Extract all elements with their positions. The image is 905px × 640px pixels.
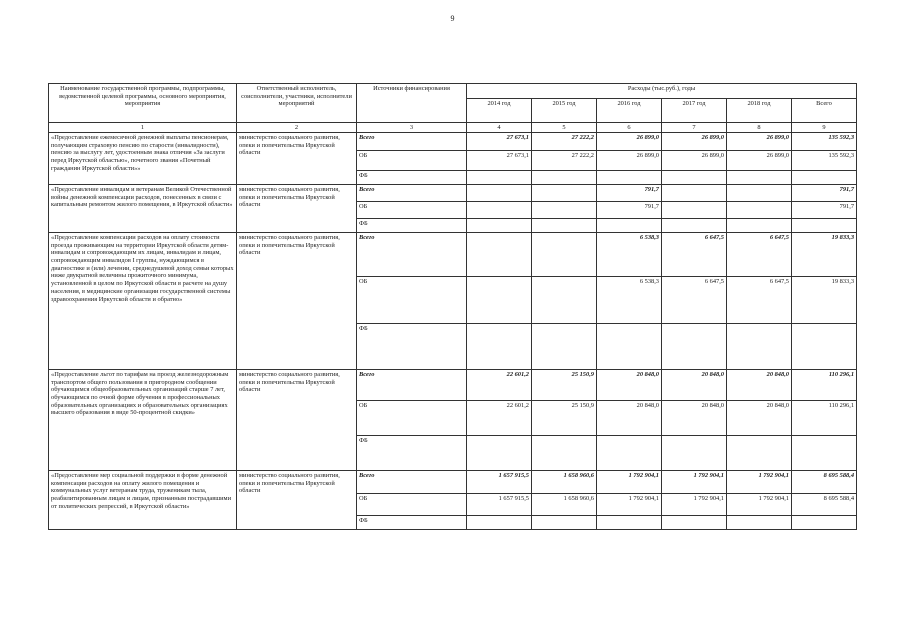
amount-cell: 8 695 588,4 [792, 494, 857, 516]
col-number: 3 [357, 123, 467, 133]
amount-cell: 791,7 [597, 185, 662, 202]
amount-cell: 20 848,0 [727, 370, 792, 401]
amount-cell: 26 899,0 [727, 151, 792, 171]
amount-cell [597, 516, 662, 530]
amount-cell: 8 695 588,4 [792, 471, 857, 494]
amount-cell [727, 516, 792, 530]
amount-cell [727, 185, 792, 202]
col-number: 4 [467, 123, 532, 133]
col-number: 5 [532, 123, 597, 133]
col-number: 1 [49, 123, 237, 133]
executor: министерство социального развития, опеки и попечительства Иркутской области [237, 233, 357, 370]
amount-cell [532, 202, 597, 219]
amount-cell [532, 324, 597, 370]
amount-cell: 1 792 904,1 [662, 471, 727, 494]
amount-cell: 20 848,0 [662, 401, 727, 436]
amount-cell: 25 150,9 [532, 370, 597, 401]
amount-cell [467, 324, 532, 370]
amount-cell: 19 833,3 [792, 233, 857, 277]
amount-cell [467, 219, 532, 233]
amount-cell [662, 324, 727, 370]
page-number: 9 [450, 14, 455, 23]
table-row [49, 185, 857, 202]
amount-cell [532, 436, 597, 471]
amount-cell: 6 538,3 [597, 233, 662, 277]
amount-cell [727, 219, 792, 233]
amount-cell [467, 185, 532, 202]
amount-cell: 26 899,0 [597, 151, 662, 171]
header-year: 2014 год [467, 99, 532, 123]
amount-cell [532, 185, 597, 202]
amount-cell: 1 792 904,1 [597, 471, 662, 494]
funding-source: ОБ [357, 202, 467, 219]
amount-cell: 26 899,0 [662, 151, 727, 171]
amount-cell [467, 233, 532, 277]
amount-cell: 791,7 [792, 185, 857, 202]
table-row [49, 370, 857, 401]
col-number: 7 [662, 123, 727, 133]
amount-cell: 22 601,2 [467, 401, 532, 436]
amount-cell: 6 647,5 [662, 277, 727, 324]
amount-cell [662, 171, 727, 185]
col-number: 9 [792, 123, 857, 133]
funding-source: ОБ [357, 151, 467, 171]
amount-cell [597, 324, 662, 370]
amount-cell: 20 848,0 [727, 401, 792, 436]
amount-cell: 27 673,1 [467, 151, 532, 171]
header-year: 2015 год [532, 99, 597, 123]
amount-cell [792, 324, 857, 370]
header-executor: Ответственный исполнитель, соисполнители, участники, исполнители мероприятий [237, 84, 357, 123]
amount-cell [597, 219, 662, 233]
funding-source: Всего [357, 471, 467, 494]
amount-cell [467, 202, 532, 219]
amount-cell: 20 848,0 [597, 370, 662, 401]
table-body [49, 133, 857, 530]
measure-name: «Предоставление ежемесячной денежной выплаты пенсионерам, получающим страховую пенсию по старости (инвалидности), пенсию за выслугу лет, удостоенным знака отличия «За заслуги перед Иркутской областью», почетного звания «Почетный гражданин Иркутской области»» [49, 133, 237, 185]
funding-source: ФБ [357, 436, 467, 471]
amount-cell: 27 222,2 [532, 151, 597, 171]
funding-source: ФБ [357, 324, 467, 370]
amount-cell: 110 296,1 [792, 401, 857, 436]
funding-source: ОБ [357, 277, 467, 324]
amount-cell [467, 171, 532, 185]
amount-cell [792, 516, 857, 530]
amount-cell [532, 277, 597, 324]
funding-source: Всего [357, 233, 467, 277]
amount-cell [792, 171, 857, 185]
table-row [49, 133, 857, 151]
header-total: Всего [792, 99, 857, 123]
amount-cell: 6 647,5 [727, 277, 792, 324]
col-number: 8 [727, 123, 792, 133]
amount-cell: 1 657 915,5 [467, 494, 532, 516]
amount-cell [662, 219, 727, 233]
amount-cell: 110 296,1 [792, 370, 857, 401]
amount-cell: 1 792 904,1 [727, 471, 792, 494]
executor: министерство социального развития, опеки и попечительства Иркутской области [237, 370, 357, 471]
amount-cell [532, 171, 597, 185]
funding-source: ОБ [357, 401, 467, 436]
amount-cell [662, 436, 727, 471]
amount-cell [727, 436, 792, 471]
amount-cell [597, 436, 662, 471]
amount-cell: 6 647,5 [727, 233, 792, 277]
amount-cell: 26 899,0 [727, 133, 792, 151]
amount-cell: 26 899,0 [662, 133, 727, 151]
table-row [49, 233, 857, 277]
header-year: 2016 год [597, 99, 662, 123]
header-expenses: Расходы (тыс.руб.), годы [467, 84, 857, 99]
amount-cell [662, 202, 727, 219]
amount-cell: 791,7 [597, 202, 662, 219]
executor: министерство социального развития, опеки и попечительства Иркутской области [237, 185, 357, 233]
table-row [49, 471, 857, 494]
amount-cell: 1 657 915,5 [467, 471, 532, 494]
amount-cell: 27 673,1 [467, 133, 532, 151]
amount-cell [467, 277, 532, 324]
measure-name: «Предоставление компенсации расходов на оплату стоимости проезда проживающим на территории Иркутской области детям-инвалидам и сопровождающим их лицам, инвалидам и лицам, сопровождающим инвалидов I группы, нуждающимся в диагностике и (или) лечении, среднедушевой доход семьи которых ниже двукратной величины прожиточного минимума, установленной в целом по Иркутской области в расчете на душу населения, в медицинские организации государственной системы здравоохранения Иркутской области и обратно» [49, 233, 237, 370]
amount-cell: 1 792 904,1 [662, 494, 727, 516]
amount-cell: 135 592,3 [792, 151, 857, 171]
funding-source: Всего [357, 370, 467, 401]
measure-name: «Предоставление инвалидам и ветеранам Великой Отечественной войны денежной компенсации расходов, понесенных в связи с капитальным ремонтом жилого помещения, в Иркутской области» [49, 185, 237, 233]
amount-cell [727, 324, 792, 370]
amount-cell [467, 516, 532, 530]
executor: министерство социального развития, опеки и попечительства Иркутской области [237, 133, 357, 185]
measure-name: «Предоставление мер социальной поддержки в форме денежной компенсации расходов на оплату жилого помещения и коммунальных услуг ветеранам труда, труженикам тыла, реабилитированным лицам и лицам, признанным пострадавшими от политических репрессий, в Иркутской области» [49, 471, 237, 530]
amount-cell: 19 833,3 [792, 277, 857, 324]
funding-source: Всего [357, 185, 467, 202]
col-number: 2 [237, 123, 357, 133]
amount-cell: 1 792 904,1 [727, 494, 792, 516]
amount-cell: 1 658 960,6 [532, 471, 597, 494]
header-name: Наименование государственной программы, подпрограммы, ведомственной целевой программы, основного мероприятия, мероприятия [49, 84, 237, 123]
amount-cell: 20 848,0 [662, 370, 727, 401]
amount-cell [532, 516, 597, 530]
amount-cell [662, 516, 727, 530]
funding-source: ФБ [357, 219, 467, 233]
amount-cell [467, 436, 532, 471]
amount-cell [662, 185, 727, 202]
amount-cell: 6 647,5 [662, 233, 727, 277]
amount-cell: 791,7 [792, 202, 857, 219]
col-number: 6 [597, 123, 662, 133]
amount-cell: 1 792 904,1 [597, 494, 662, 516]
amount-cell: 1 658 960,6 [532, 494, 597, 516]
funding-source: ОБ [357, 494, 467, 516]
funding-source: Всего [357, 133, 467, 151]
funding-source: ФБ [357, 171, 467, 185]
header-year: 2017 год [662, 99, 727, 123]
amount-cell [597, 171, 662, 185]
funding-source: ФБ [357, 516, 467, 530]
amount-cell: 135 592,3 [792, 133, 857, 151]
header-year: 2018 год [727, 99, 792, 123]
amount-cell: 20 848,0 [597, 401, 662, 436]
amount-cell [532, 219, 597, 233]
amount-cell: 27 222,2 [532, 133, 597, 151]
amount-cell [792, 219, 857, 233]
measure-name: «Предоставление льгот по тарифам на проезд железнодорожным транспортом общего пользования в пригородном сообщении обучающимся общеобразовательных организаций старше 7 лет, обучающимся по очной форме обучения в профессиональных образовательных организациях и образовательных организациях высшего образования в виде 50-процентной скидки» [49, 370, 237, 471]
amount-cell: 22 601,2 [467, 370, 532, 401]
budget-table [48, 83, 857, 530]
header-sources: Источники финансирования [357, 84, 467, 123]
amount-cell [532, 233, 597, 277]
amount-cell: 6 538,3 [597, 277, 662, 324]
amount-cell: 26 899,0 [597, 133, 662, 151]
amount-cell [727, 171, 792, 185]
executor: министерство социального развития, опеки и попечительства Иркутской области [237, 471, 357, 530]
amount-cell [792, 436, 857, 471]
amount-cell: 25 150,9 [532, 401, 597, 436]
amount-cell [727, 202, 792, 219]
